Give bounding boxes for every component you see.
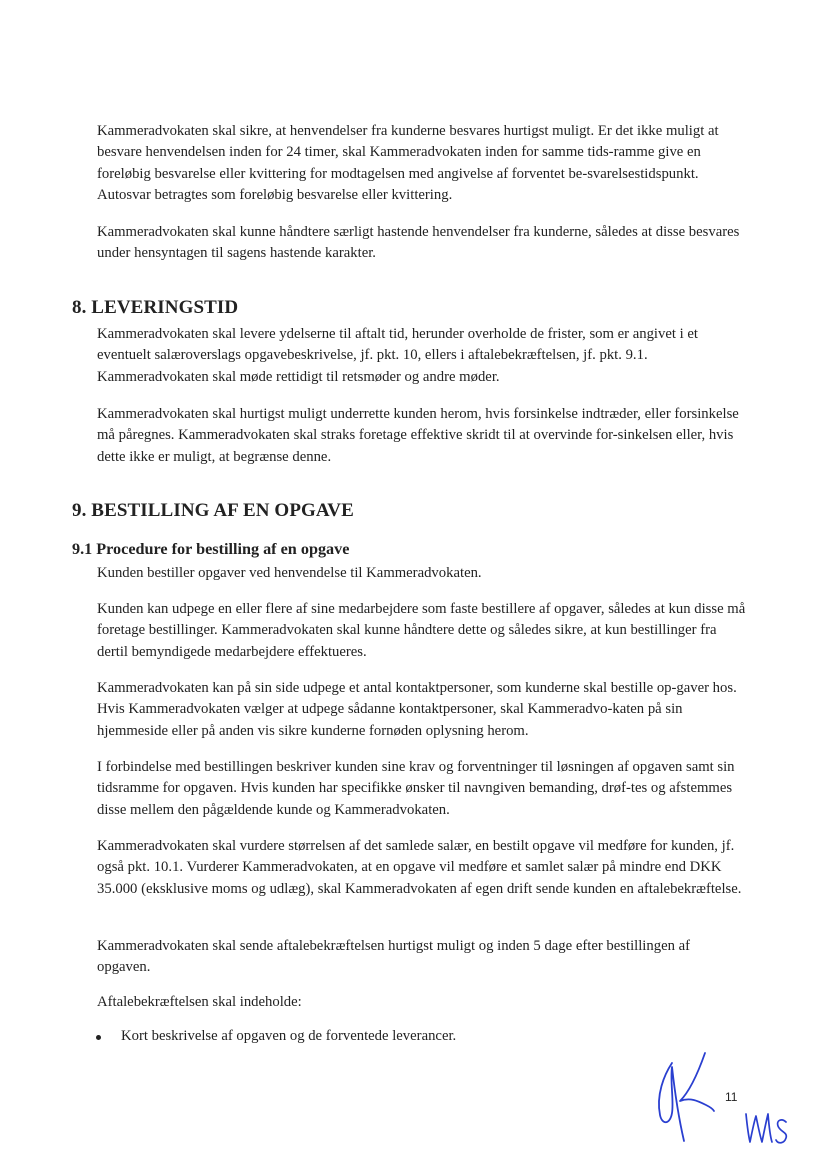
- paragraph-fixed-orderers: Kunden kan udpege en eller flere af sine medarbejdere som faste bestillere af opgaver, således at kun disse må foretage bestillinger. Kammeradvokaten skal kunne håndtere dette og således sikre, at kun bestillinger fra dertil bemyndigede medarbejdere effektueres.: [97, 601, 746, 660]
- paragraph-confirmation-deadline: Kammeradvokaten skal sende aftalebekræftelsen hurtigst muligt og inden 5 dage efter bestillingen af opgaven.: [97, 938, 691, 976]
- initials-mark: [742, 1108, 792, 1146]
- bullet-item: Kort beskrivelse af opgaven og de forventede leverancer.: [121, 1028, 457, 1044]
- section-heading-9: 9. BESTILLING AF EN OPGAVE: [72, 500, 354, 521]
- paragraph-contact-persons: Kammeradvokaten kan på sin side udpege et antal kontaktpersoner, som kunderne skal bestille op-gaver hos. Hvis Kammeradvokaten vælger at udpege sådanne kontaktpersoner, skal Kammeradvo-katen på sin hjemmeside eller på anden vis sikre kunderne fornøden oplysning herom.: [97, 680, 737, 739]
- paragraph-response-time: Kammeradvokaten skal sikre, at henvendelser fra kunderne besvares hurtigst muligt. Er det ikke muligt at besvare henvendelsen inden for 24 timer, skal Kammeradvokaten inden for samme tids-ramme give en foreløbig besvarelse eller kvittering for modtagelsen med angivelse af forventet be-svarelsestidspunkt. Autosvar betragtes som foreløbig besvarelse eller kvittering.: [97, 123, 719, 203]
- signature-mark: [650, 1045, 720, 1145]
- paragraph-requirements: I forbindelse med bestillingen beskriver kunden sine krav og forventninger til løsningen af opgaven samt sin tidsramme for opgaven. Hvis kunden har specifikke ønsker til navngiven bemanding, drøf-tes og afstemmes disse mellem den pågældende kunde og Kammeradvokaten.: [97, 759, 735, 818]
- paragraph-fee-assessment: Kammeradvokaten skal vurdere størrelsen af det samlede salær, en bestilt opgave vil medføre for kunden, jf. også pkt. 10.1. Vurderer Kammeradvokaten, at en opgave vil medføre et samlet salær på mindre end DKK 35.000 (eksklusive moms og udlæg), skal Kammeradvokaten af egen drift sende kunden en aftalebekræftelse.: [97, 838, 742, 897]
- paragraph-confirmation-contents: Aftalebekræftelsen skal indeholde:: [97, 994, 302, 1010]
- section-heading-8: 8. LEVERINGSTID: [72, 297, 239, 318]
- paragraph-ordering: Kunden bestiller opgaver ved henvendelse til Kammeradvokaten.: [97, 565, 482, 581]
- page-number: 11: [725, 1090, 738, 1104]
- bullet-marker: [96, 1035, 101, 1040]
- paragraph-urgent-requests: Kammeradvokaten skal kunne håndtere særligt hastende henvendelser fra kunderne, således at disse besvares under hensyntagen til sagens hastende karakter.: [97, 224, 740, 262]
- paragraph-delay-notice: Kammeradvokaten skal hurtigst muligt underrette kunden herom, hvis forsinkelse indtræder, eller forsinkelse må påregnes. Kammeradvokaten skal straks foretage effektive skridt til at overvinde for-sinkelsen eller, hvis dette ikke er muligt, at begrænse denne.: [97, 406, 739, 465]
- paragraph-delivery-deadlines: Kammeradvokaten skal levere ydelserne til aftalt tid, herunder overholde de frister, som er angivet i et eventuelt salæroverslags opgavebeskrivelse, jf. pkt. 10, ellers i aftalebekræftelsen, jf. pkt. 9.1. Kammeradvokaten skal møde rettidigt til retsmøder og andre møder.: [97, 326, 698, 385]
- subsection-heading-9-1: 9.1 Procedure for bestilling af en opgave: [72, 540, 350, 558]
